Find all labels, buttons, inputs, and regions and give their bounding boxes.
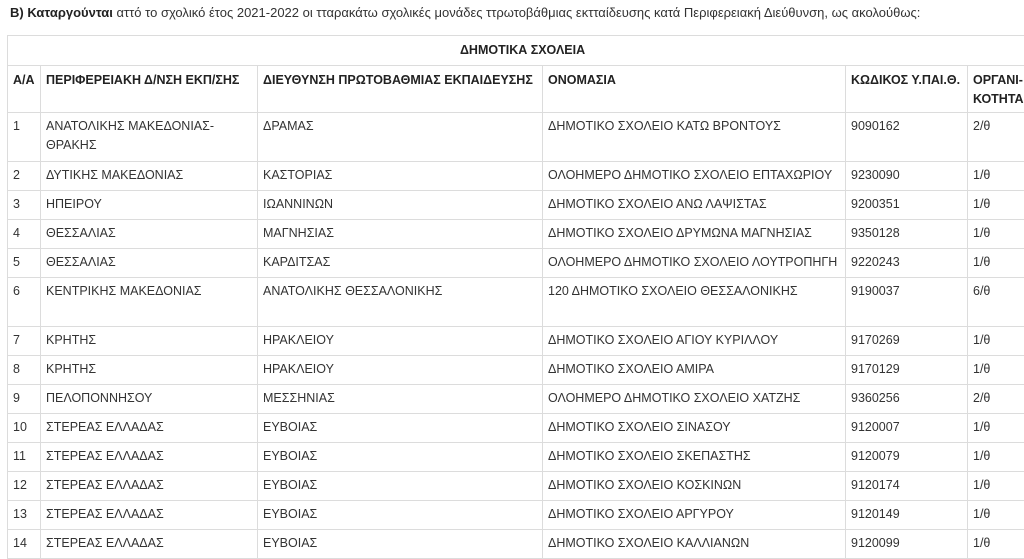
cell-organikotita: 1/θ [968,162,1024,191]
cell-onomasia: ΔΗΜΟΤΙΚΟ ΣΧΟΛΕΙΟ ΚΑΛΛΙΑΝΩΝ [543,530,846,559]
table-row [8,414,1024,443]
cell-aa: 5 [8,249,41,278]
cell-kodikos: 9230090 [846,162,968,191]
cell-dieuthynsi: ΕΥΒΟΙΑΣ [258,472,543,501]
cell-perifereiaki: ΚΡΗΤΗΣ [41,327,258,356]
cell-onomasia: ΔΗΜΟΤΙΚΟ ΣΧΟΛΕΙΟ ΑΡΓΥΡΟΥ [543,501,846,530]
table-row [8,443,1024,472]
cell-aa: 3 [8,191,41,220]
header-kodikos: ΚΩΔΙΚΟΣ Υ.ΠΑΙ.Θ. [846,66,968,113]
cell-aa: 6 [8,278,41,327]
table-row [8,249,1024,278]
cell-organikotita: 1/θ [968,530,1024,559]
cell-aa: 2 [8,162,41,191]
cell-aa: 10 [8,414,41,443]
table-row [8,191,1024,220]
cell-dieuthynsi: ΔΡΑΜΑΣ [258,113,543,162]
cell-kodikos: 9120149 [846,501,968,530]
cell-onomasia: 120 ΔΗΜΟΤΙΚΟ ΣΧΟΛΕΙΟ ΘΕΣΣΑΛΟΝΙΚΗΣ [543,278,846,327]
cell-aa: 8 [8,356,41,385]
cell-dieuthynsi: ΕΥΒΟΙΑΣ [258,530,543,559]
cell-kodikos: 9220243 [846,249,968,278]
cell-organikotita: 1/θ [968,191,1024,220]
cell-organikotita: 6/θ [968,278,1024,327]
cell-dieuthynsi: ΙΩΑΝΝΙΝΩΝ [258,191,543,220]
cell-dieuthynsi: ΗΡΑΚΛΕΙΟΥ [258,356,543,385]
cell-perifereiaki: ΣΤΕΡΕΑΣ ΕΛΛΑΔΑΣ [41,443,258,472]
cell-organikotita: 1/θ [968,220,1024,249]
cell-onomasia: ΟΛΟΗΜΕΡΟ ΔΗΜΟΤΙΚΟ ΣΧΟΛΕΙΟ ΧΑΤΖΗΣ [543,385,846,414]
table-row [8,501,1024,530]
table-row [8,113,1024,162]
table-header-row [8,66,1024,113]
table-row [8,220,1024,249]
intro-paragraph [10,4,920,22]
cell-onomasia: ΔΗΜΟΤΙΚΟ ΣΧΟΛΕΙΟ ΑΝΩ ΛΑΨΙΣΤΑΣ [543,191,846,220]
table-row [8,162,1024,191]
cell-kodikos: 9350128 [846,220,968,249]
cell-dieuthynsi: ΜΑΓΝΗΣΙΑΣ [258,220,543,249]
cell-organikotita: 1/θ [968,356,1024,385]
table-row [8,356,1024,385]
cell-onomasia: ΔΗΜΟΤΙΚΟ ΣΧΟΛΕΙΟ ΚΑΤΩ ΒΡΟΝΤΟΥΣ [543,113,846,162]
header-onomasia: ΟΝΟΜΑΣΙΑ [543,66,846,113]
intro-text: αττό το σχολικό έτος 2021-2022 οι τταρακάτω σχολικές μονάδες ττρωτοβάθμιας εκτταίδευσης κατά Περιφερειακή Διεύθυνση, ως ακολούθως: [113,5,921,20]
schools-table-container [7,35,1024,559]
cell-kodikos: 9190037 [846,278,968,327]
table-row [8,385,1024,414]
cell-perifereiaki: ΚΕΝΤΡΙΚΗΣ ΜΑΚΕΔΟΝΙΑΣ [41,278,258,327]
cell-perifereiaki: ΔΥΤΙΚΗΣ ΜΑΚΕΔΟΝΙΑΣ [41,162,258,191]
cell-dieuthynsi: ΚΑΡΔΙΤΣΑΣ [258,249,543,278]
cell-perifereiaki: ΣΤΕΡΕΑΣ ΕΛΛΑΔΑΣ [41,501,258,530]
cell-perifereiaki: ΑΝΑΤΟΛΙΚΗΣ ΜΑΚΕΔΟΝΙΑΣ-ΘΡΑΚΗΣ [41,113,258,162]
cell-onomasia: ΔΗΜΟΤΙΚΟ ΣΧΟΛΕΙΟ ΚΟΣΚΙΝΩΝ [543,472,846,501]
cell-kodikos: 9120079 [846,443,968,472]
table-title-row [8,36,1024,66]
cell-organikotita: 1/θ [968,327,1024,356]
cell-organikotita: 2/θ [968,385,1024,414]
cell-aa: 9 [8,385,41,414]
cell-dieuthynsi: ΗΡΑΚΛΕΙΟΥ [258,327,543,356]
cell-onomasia: ΔΗΜΟΤΙΚΟ ΣΧΟΛΕΙΟ ΣΙΝΑΣΟΥ [543,414,846,443]
cell-perifereiaki: ΣΤΕΡΕΑΣ ΕΛΛΑΔΑΣ [41,472,258,501]
header-perifereiaki: ΠΕΡΙΦΕΡΕΙΑΚΗ Δ/ΝΣΗ ΕΚΠ/ΣΗΣ [41,66,258,113]
cell-organikotita: 2/θ [968,113,1024,162]
cell-aa: 4 [8,220,41,249]
cell-kodikos: 9090162 [846,113,968,162]
cell-dieuthynsi: ΑΝΑΤΟΛΙΚΗΣ ΘΕΣΣΑΛΟΝΙΚΗΣ [258,278,543,327]
cell-kodikos: 9170269 [846,327,968,356]
table-body [8,113,1024,559]
cell-aa: 11 [8,443,41,472]
cell-perifereiaki: ΚΡΗΤΗΣ [41,356,258,385]
cell-dieuthynsi: ΕΥΒΟΙΑΣ [258,443,543,472]
cell-perifereiaki: ΘΕΣΣΑΛΙΑΣ [41,249,258,278]
cell-perifereiaki: ΣΤΕΡΕΑΣ ΕΛΛΑΔΑΣ [41,530,258,559]
cell-kodikos: 9120007 [846,414,968,443]
cell-organikotita: 1/θ [968,414,1024,443]
table-row [8,327,1024,356]
intro-label: Β) Καταργούνται [10,5,113,20]
cell-kodikos: 9170129 [846,356,968,385]
header-aa: Α/Α [8,66,41,113]
cell-kodikos: 9360256 [846,385,968,414]
cell-onomasia: ΔΗΜΟΤΙΚΟ ΣΧΟΛΕΙΟ ΑΓΙΟΥ ΚΥΡΙΛΛΟΥ [543,327,846,356]
cell-onomasia: ΟΛΟΗΜΕΡΟ ΔΗΜΟΤΙΚΟ ΣΧΟΛΕΙΟ ΕΠΤΑΧΩΡΙΟΥ [543,162,846,191]
cell-aa: 12 [8,472,41,501]
cell-onomasia: ΟΛΟΗΜΕΡΟ ΔΗΜΟΤΙΚΟ ΣΧΟΛΕΙΟ ΛΟΥΤΡΟΠΗΓΗ [543,249,846,278]
cell-organikotita: 1/θ [968,443,1024,472]
cell-perifereiaki: ΠΕΛΟΠΟΝΝΗΣΟΥ [41,385,258,414]
cell-dieuthynsi: ΚΑΣΤΟΡΙΑΣ [258,162,543,191]
table-row [8,278,1024,327]
cell-kodikos: 9120099 [846,530,968,559]
cell-onomasia: ΔΗΜΟΤΙΚΟ ΣΧΟΛΕΙΟ ΔΡΥΜΩΝΑ ΜΑΓΝΗΣΙΑΣ [543,220,846,249]
cell-perifereiaki: ΣΤΕΡΕΑΣ ΕΛΛΑΔΑΣ [41,414,258,443]
cell-dieuthynsi: ΜΕΣΣΗΝΙΑΣ [258,385,543,414]
cell-organikotita: 1/θ [968,249,1024,278]
cell-onomasia: ΔΗΜΟΤΙΚΟ ΣΧΟΛΕΙΟ ΑΜΙΡΑ [543,356,846,385]
schools-table [7,35,1024,559]
cell-perifereiaki: ΗΠΕΙΡΟΥ [41,191,258,220]
table-row [8,472,1024,501]
header-organikotita: ΟΡΓΑΝΙ-ΚΟΤΗΤΑ [968,66,1024,113]
cell-aa: 14 [8,530,41,559]
cell-kodikos: 9120174 [846,472,968,501]
cell-aa: 13 [8,501,41,530]
cell-dieuthynsi: ΕΥΒΟΙΑΣ [258,501,543,530]
table-row [8,530,1024,559]
cell-aa: 7 [8,327,41,356]
cell-perifereiaki: ΘΕΣΣΑΛΙΑΣ [41,220,258,249]
cell-dieuthynsi: ΕΥΒΟΙΑΣ [258,414,543,443]
table-title: ΔΗΜΟΤΙΚΑ ΣΧΟΛΕΙΑ [8,36,1024,66]
cell-organikotita: 1/θ [968,472,1024,501]
header-dieuthynsi: ΔΙΕΥΘΥΝΣΗ ΠΡΩΤΟΒΑΘΜΙΑΣ ΕΚΠΑΙΔΕΥΣΗΣ [258,66,543,113]
cell-onomasia: ΔΗΜΟΤΙΚΟ ΣΧΟΛΕΙΟ ΣΚΕΠΑΣΤΗΣ [543,443,846,472]
cell-kodikos: 9200351 [846,191,968,220]
cell-aa: 1 [8,113,41,162]
cell-organikotita: 1/θ [968,501,1024,530]
